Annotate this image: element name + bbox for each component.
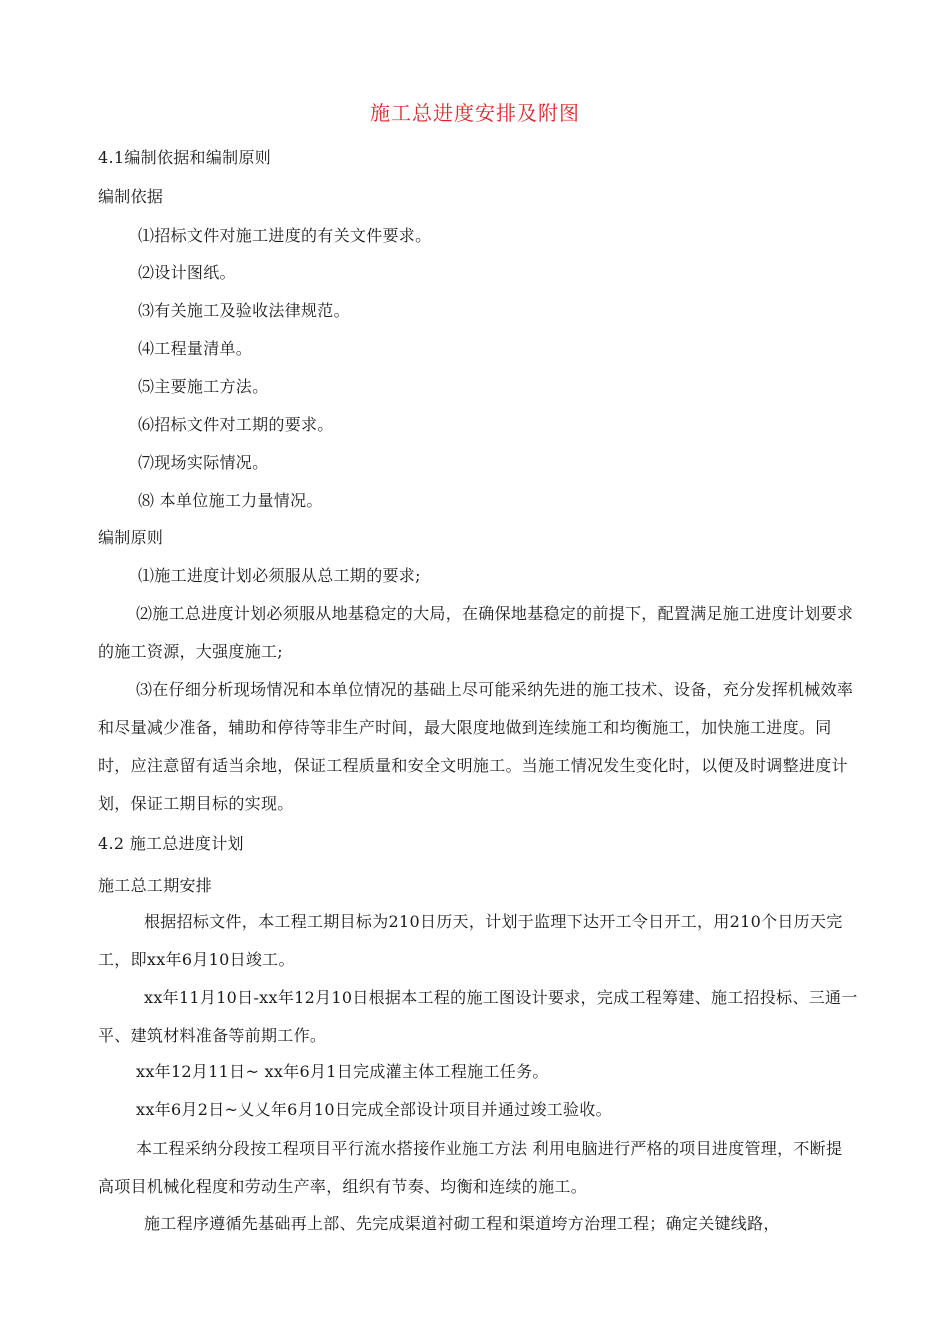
- principle-item: ⑶在仔细分析现场情况和本单位情况的基础上尽可能采纳先进的施工技术、设备，充分发挥机械效率和尽量减少准备，辅助和停待等非生产时间，最大限度地做到连续施工和均衡施工，加快施工进度。同时，应注意留有适当余地，保证工程质量和安全文明施工。当施工情况发生变化时，以便及时调整进度计划，保证工期目标的实现。: [98, 680, 854, 813]
- basis-item: ⑹招标文件对工期的要求。: [138, 415, 334, 434]
- basis-item: ⑺现场实际情况。: [138, 453, 269, 472]
- schedule-paragraph: xx年6月2日~乂乂年6月10日完成全部设计项目并通过竣工验收。: [136, 1100, 612, 1119]
- schedule-paragraph: 根据招标文件，本工程工期目标为210日历天，计划于监理下达开工令日开工，用210个日历天完工，即xx年6月10日竣工。: [98, 912, 843, 969]
- section-heading-4-1: 4.1编制依据和编制原则: [98, 148, 272, 167]
- basis-item: ⑸主要施工方法。: [138, 377, 269, 396]
- basis-item: ⑶有关施工及验收法律规范。: [138, 301, 350, 320]
- basis-item: ⑵设计图纸。: [138, 263, 236, 282]
- principle-item: ⑴施工进度计划必须服从总工期的要求;: [138, 566, 421, 585]
- basis-item: ⑻ 本单位施工力量情况。: [138, 491, 323, 510]
- schedule-paragraph: 本工程采纳分段按工程项目平行流水搭接作业施工方法 利用电脑进行严格的项目进度管理，不断提高项目机械化程度和劳动生产率，组织有节奏、均衡和连续的施工。: [98, 1139, 843, 1196]
- schedule-paragraph: xx年11月10日-xx年12月10日根据本工程的施工图设计要求，完成工程筹建、施工招投标、三通一平、建筑材料准备等前期工作。: [98, 988, 858, 1045]
- subheading-schedule: 施工总工期安排: [98, 876, 213, 895]
- document-title: 施工总进度安排及附图: [370, 101, 580, 125]
- schedule-paragraph: xx年12月11日~ xx年6月1日完成灌主体工程施工任务。: [136, 1062, 549, 1081]
- principle-item: ⑵施工总进度计划必须服从地基稳定的大局，在确保地基稳定的前提下，配置满足施工进度计划要求的施工资源，大强度施工;: [98, 604, 854, 661]
- section-heading-4-2: 4.2 施工总进度计划: [98, 834, 244, 853]
- basis-item: ⑴招标文件对施工进度的有关文件要求。: [138, 226, 432, 245]
- subheading-basis: 编制依据: [98, 187, 164, 206]
- basis-item: ⑷工程量清单。: [138, 339, 253, 358]
- subheading-principles: 编制原则: [98, 528, 164, 547]
- schedule-paragraph: 施工程序遵循先基础再上部、先完成渠道衬砌工程和渠道垮方治理工程；确定关键线路，: [144, 1214, 780, 1233]
